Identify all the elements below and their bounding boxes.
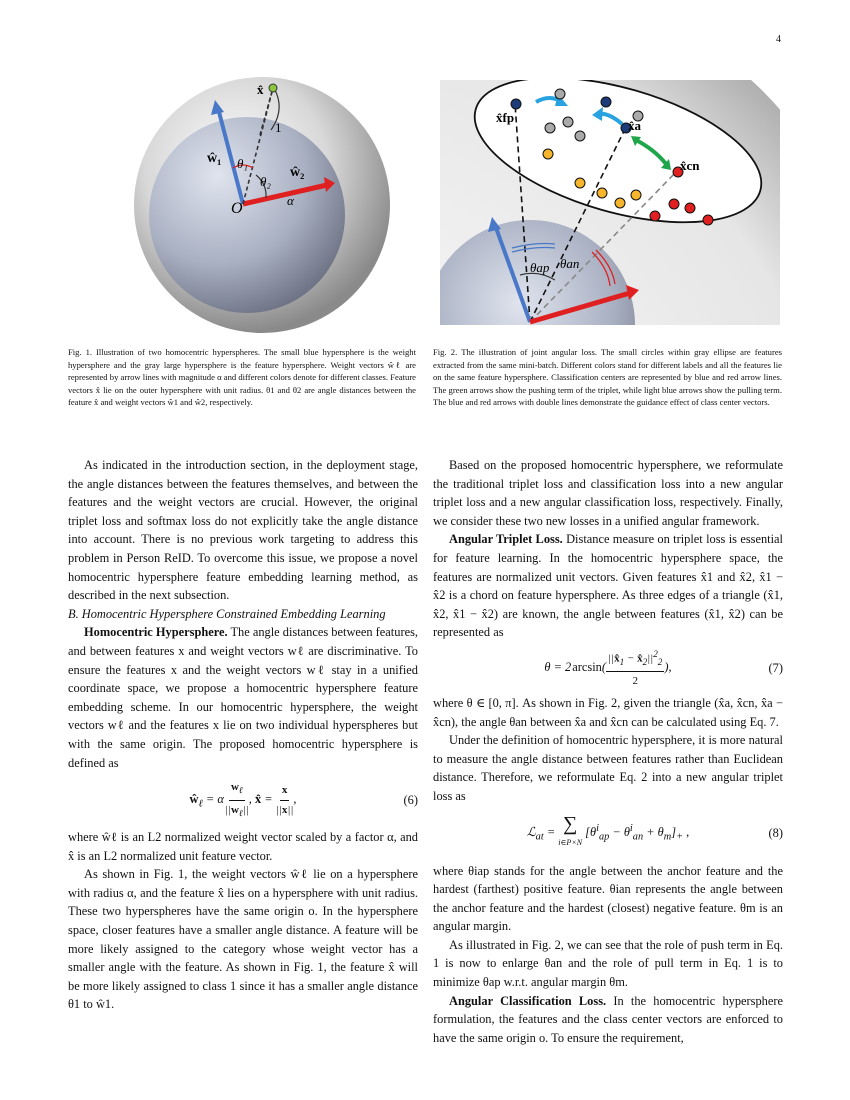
paragraph-heading: Homocentric Hypersphere.: [84, 625, 228, 640]
paragraph: As illustrated in Fig. 2, we can see that the role of push term in Eq. 1 is now to enlarge θan and the role of pull term in Eq. 1 is to minimize θap w.r.t. angular margin θm.: [433, 937, 783, 990]
paragraph: Angular Triplet Loss. Distance measure on triplet loss is essential for feature learning. In the homocentric hypersphere space, the features are normalized unit vectors. Given features x̂1 and x̂2, x̂1 − x̂2 is a chord on feature hypersphere. As three edges of a triangle (x̂1, x̂2, x̂1 − x̂2) are known, the angle between features (x̂1, x̂2) can be represented as: [433, 532, 783, 640]
equation-7: [433, 642, 783, 694]
feature-dot-red: [650, 211, 660, 221]
feature-dot-gray: [575, 131, 585, 141]
feature-dot-gray: [563, 117, 573, 127]
paragraph: Under the definition of homocentric hypersphere, it is more natural to measure the angle distance between features rather than Euclidean distance. Therefore, we reformulate Eq. 2 into a new angular triplet loss as: [433, 733, 783, 803]
paragraph-heading: Angular Classification Loss.: [449, 993, 607, 1008]
figure-1-caption: Fig. 1. Illustration of two homocentric hyperspheres. The small blue hypersphere is the weight hypersphere and the gray large hypersphere is the feature hypersphere. Weight vectors ŵℓ are represented by arrow lines with magnitude α and different colors denote for different classes. Feature vectors x̂ lie on the outer hypersphere with unit radius. θ1 and θ2 are angle distances between the feature x̂ and weight vectors ŵ1 and ŵ2, respectively.: [68, 347, 416, 408]
paragraph: where ŵℓ is an L2 normalized weight vector scaled by a factor α, and x̂ is an L2 normalized unit feature vector.: [68, 830, 418, 863]
label-w1: ŵ₁: [207, 151, 222, 166]
label-theta1: θ₁: [237, 156, 248, 171]
label-alpha: α: [287, 193, 294, 208]
right-column: [433, 456, 783, 1047]
equation-body: θ = 2 arcsin( $\frac{||x̂_1 - x̂_2||^2_2}{2}$ ),: [544, 645, 671, 691]
weight-hypersphere: [149, 117, 345, 313]
feature-dot-red: [669, 199, 679, 209]
paragraph: As indicated in the introduction section, in the deployment stage, the angle distances between the features themselves, and between the features and the weight vectors are crucial. However, the original triplet loss and softmax loss do not explicitly take the angle distance into account. There is no previous work targeting to address this problem in Person ReID. To overcome this issue, we propose a novel homocentric hypersphere feature embedding learning method, as described in the next subsection.: [68, 458, 418, 603]
label-x-fp: x̂fp: [496, 110, 515, 125]
feature-dot-red: [703, 215, 713, 225]
paragraph: Based on the proposed homocentric hypersphere, we reformulate the traditional triplet loss and classification loss into a new angular triplet loss and a new angular classification loss, respectively. Finally, we consider these two new losses in a unified angular framework.: [433, 458, 783, 528]
left-column: [68, 456, 418, 1014]
feature-dot-gray: [545, 123, 555, 133]
feature-dot-red: [685, 203, 695, 213]
paragraph: Homocentric Hypersphere. The angle distances between features, and between features x and weight vectors wℓ are discriminative. To ensure the features x and the weight vectors wℓ stay in a unified coordinate space, we propose a homocentric hypersphere feature embedding scheme. In our homocentric hypersphere, the weight vectors wℓ and the features x lie on two individual hyperspheres but with the same origin. The proposed homocentric hypersphere is defined as: [68, 625, 418, 770]
equation-number: (6): [403, 792, 418, 807]
feature-dot-yellow: [597, 188, 607, 198]
subsection-heading: B. Homocentric Hypersphere Constrained Embedding Learning: [68, 606, 386, 621]
paragraph: where θiap stands for the angle between the anchor feature and the hardest (farthest) positive feature. θian represents the angle between the anchor feature and the hardest (closest) negative feature. θm is an angular margin.: [433, 863, 783, 934]
feature-dot-blue: [511, 99, 521, 109]
label-theta-an: θan: [560, 256, 580, 271]
paragraph-heading: Angular Triplet Loss.: [449, 532, 563, 547]
equation-6: [68, 772, 418, 828]
label-x-cn: x̂cn: [680, 158, 700, 173]
feature-dot-yellow: [615, 198, 625, 208]
equation-8: [433, 806, 783, 862]
label-origin: O: [231, 200, 243, 217]
feature-dot-yellow: [631, 190, 641, 200]
feature-point: [269, 84, 277, 92]
label-one: 1: [275, 120, 282, 135]
page-number: 4: [776, 34, 781, 45]
label-w2: ŵ₂: [290, 165, 305, 180]
label-theta-ap: θap: [530, 260, 550, 275]
figure-1: [125, 70, 425, 335]
label-x-hat: x̂: [257, 82, 264, 97]
paragraph: where θ ∈ [0, π]. As shown in Fig. 2, given the triangle (x̂a, x̂cn, x̂a − x̂cn), the angle θan between x̂a and x̂cn can be calculated using Eq. 7.: [433, 695, 783, 729]
equation-body: $ŵ_\ell = \alpha$ $w_\ell$ $||w_\ell||$ , x̂ = $\frac{x}{||x||}$ ,: [190, 778, 297, 823]
feature-dot-blue: [601, 97, 611, 107]
equation-number: (8): [768, 826, 783, 841]
figure-2-caption: Fig. 2. The illustration of joint angular loss. The small circles within gray ellipse are features extracted from the same mini-batch. Different colors stand for different labels and all the features lie on the same feature hypersphere. Classification centers are represented by blue and red arrow lines. The green arrows show the pushing term of the triplet, while light blue arrows show the pulling term. The blue and red arrows with double lines demonstrate the guidance effect of class center vectors.: [433, 347, 782, 408]
equation-number: (7): [768, 660, 783, 675]
figure-2: [440, 80, 780, 325]
paragraph: As shown in Fig. 1, the weight vectors ŵℓ lie on a hypersphere with radius α, and the feature x̂ lies on a hypersphere with unit radius. These two hyperspheres have the same origin o. In the hypersphere space, closer features have a smaller angle distance. A feature will be more likely assigned to the category whose weight vector has a smaller angle with the feature. As shown in Fig. 1, the feature x̂ will be more likely assigned to class 1 since it has a smaller angle distance θ1 to ŵ1.: [68, 867, 418, 1012]
paragraph: Angular Classification Loss. In the homocentric hypersphere formulation, the features and the class center vectors are enforced to have the same origin o. To ensure the requirement,: [433, 993, 783, 1045]
label-theta2: θ₂: [260, 174, 271, 189]
equation-body: ℒ$_{at}$ = ∑ i∈P×N $[\theta^i_{ap} - \theta^i_{an} + \theta_m]_+$ ,: [526, 813, 690, 848]
feature-dot-yellow: [575, 178, 585, 188]
feature-dot-gray: [555, 89, 565, 99]
feature-dot-yellow: [543, 149, 553, 159]
label-x-a: x̂a: [628, 118, 641, 133]
